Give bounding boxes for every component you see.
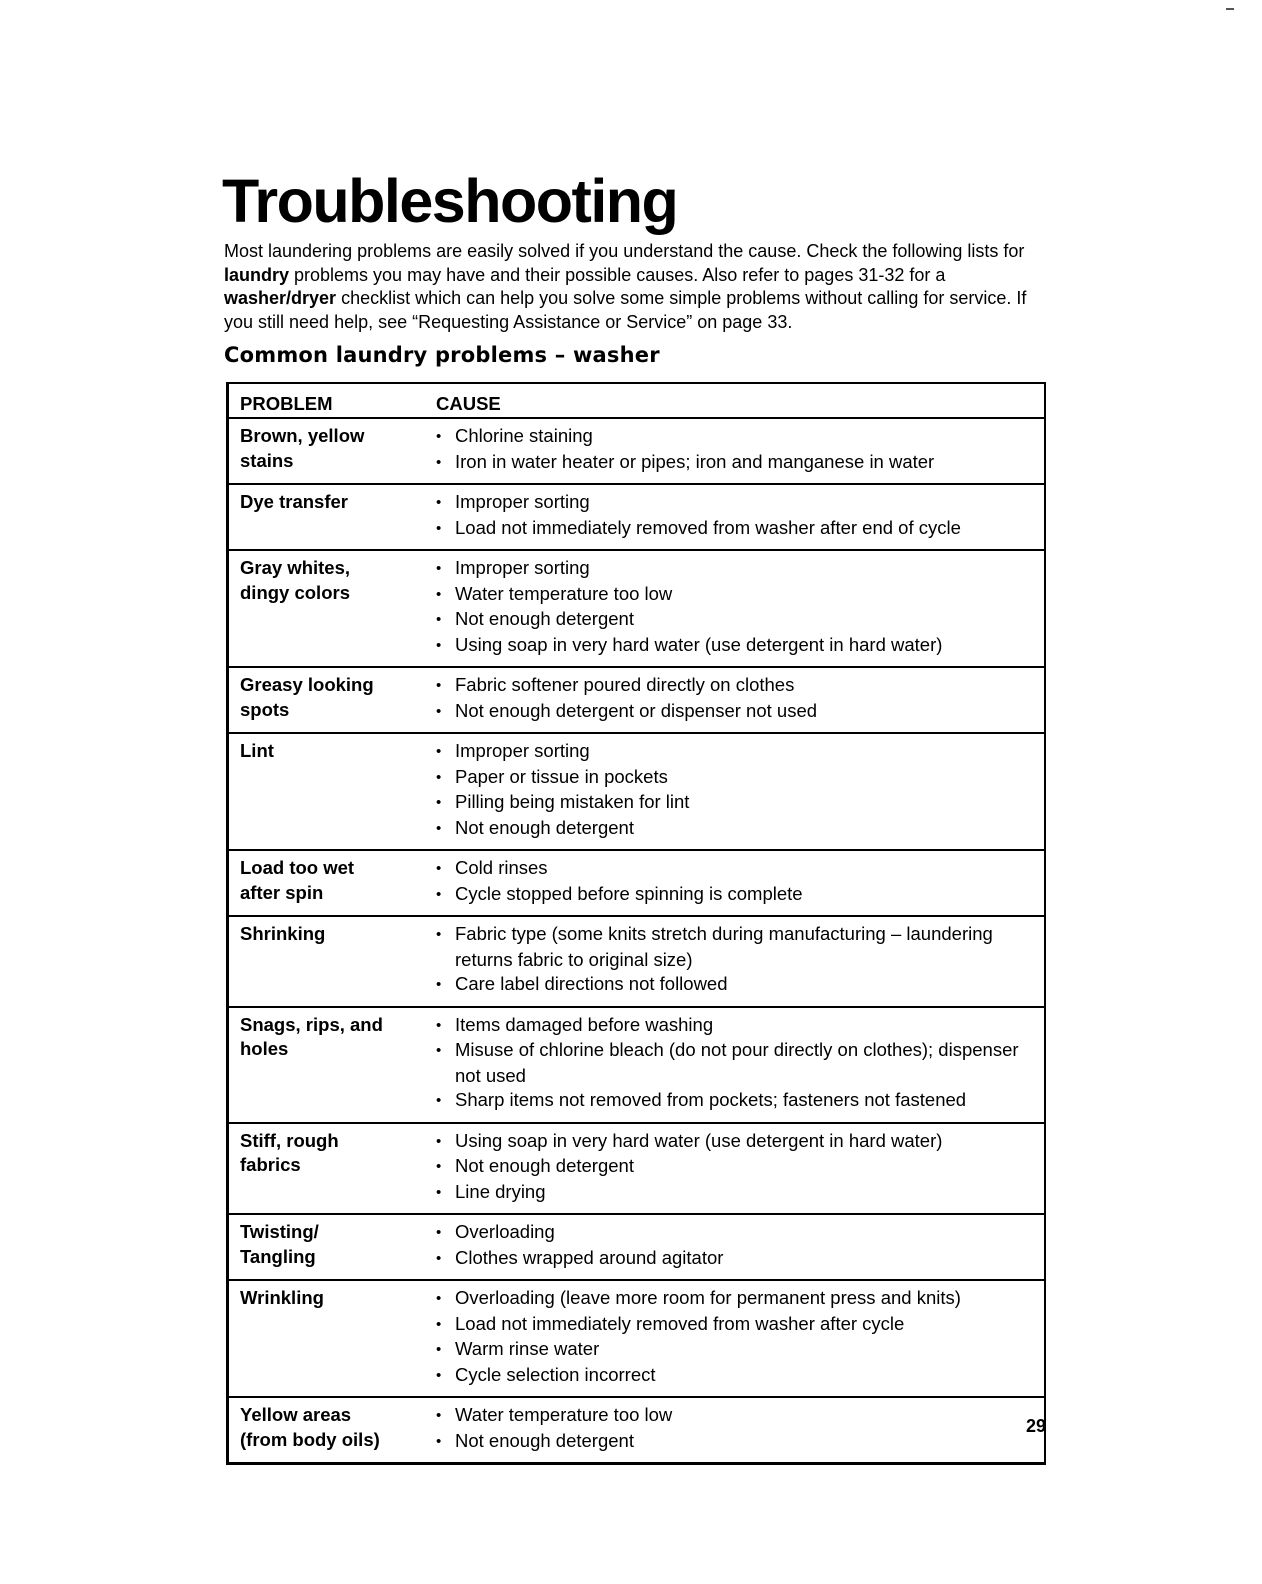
bullet-icon: • xyxy=(436,1290,442,1307)
cause-text: Not enough detergent xyxy=(455,1155,634,1176)
cause-cell xyxy=(436,1007,1045,1123)
problem-label: Twisting/ Tangling xyxy=(240,1221,319,1267)
bullet-icon: • xyxy=(436,585,442,603)
bullet-icon: • xyxy=(436,1366,442,1384)
cause-item xyxy=(436,699,1044,725)
cause-cell xyxy=(436,418,1045,484)
bullet-icon: • xyxy=(436,560,442,577)
cause-item xyxy=(436,1286,1044,1312)
problem-label: Snags, rips, and holes xyxy=(240,1013,383,1059)
cause-text: Overloading (leave more room for permanent press and knits) xyxy=(455,1287,961,1308)
table-row xyxy=(228,850,1046,916)
table-row xyxy=(228,418,1046,484)
cause-item xyxy=(436,1337,1044,1363)
cause-item xyxy=(436,1038,1044,1088)
bullet-icon: • xyxy=(436,976,442,993)
problem-cell xyxy=(228,667,437,733)
cause-text: Improper sorting xyxy=(455,557,590,578)
cause-text: Pilling being mistaken for lint xyxy=(455,791,690,812)
problem-cell xyxy=(228,484,437,550)
cause-text: Clothes wrapped around agitator xyxy=(455,1246,724,1268)
problem-label: Greasy looking spots xyxy=(240,674,374,720)
bullet-icon: • xyxy=(436,768,442,786)
cause-item xyxy=(436,450,1044,476)
bullet-icon: • xyxy=(436,677,442,694)
cause-text: Sharp items not removed from pockets; fasteners not fastened xyxy=(455,1089,967,1110)
header-cause: CAUSE xyxy=(436,393,501,414)
cause-cell xyxy=(436,916,1045,1007)
cause-list xyxy=(436,917,1044,1006)
cause-item xyxy=(436,739,1044,765)
cause-list xyxy=(436,1008,1044,1122)
cause-text: Care label directions not followed xyxy=(455,973,728,994)
problem-label: Load too wet after spin xyxy=(240,857,355,903)
cause-item xyxy=(436,972,1044,998)
table-row xyxy=(228,667,1046,733)
table-body xyxy=(228,418,1046,1464)
intro-paragraph xyxy=(224,240,1046,334)
bullet-icon: • xyxy=(436,1016,442,1034)
cause-item xyxy=(436,1246,1044,1272)
cause-cell xyxy=(436,1123,1045,1215)
bullet-icon: • xyxy=(436,636,442,654)
cause-list xyxy=(436,851,1044,915)
cause-item xyxy=(436,607,1044,633)
table-row xyxy=(228,1007,1046,1123)
bullet-icon: • xyxy=(436,1407,442,1424)
cause-item xyxy=(436,1312,1044,1338)
cause-item xyxy=(436,556,1044,582)
cause-text: Not enough detergent xyxy=(455,1429,634,1451)
bullet-icon: • xyxy=(436,519,442,537)
problem-cell xyxy=(228,418,437,484)
problem-label: Gray whites, dingy colors xyxy=(240,557,351,603)
cause-text: Items damaged before washing xyxy=(455,1013,714,1035)
cause-item xyxy=(436,582,1044,608)
cause-item xyxy=(436,1180,1044,1206)
intro-bold-laundry: laundry xyxy=(224,264,290,285)
cause-item xyxy=(436,765,1044,791)
cause-text: Cycle stopped before spinning is complete xyxy=(455,882,803,904)
problem-cell xyxy=(228,733,437,850)
cause-item xyxy=(436,1363,1044,1389)
cause-item xyxy=(436,1013,1044,1039)
bullet-icon: • xyxy=(436,885,442,903)
section-title: Common laundry problems – washer xyxy=(224,343,660,367)
bullet-icon: • xyxy=(436,1341,442,1358)
cause-list xyxy=(436,668,1044,732)
cause-text: Chlorine staining xyxy=(455,425,593,446)
problem-cell xyxy=(228,550,437,667)
table-row xyxy=(228,550,1046,667)
cause-text: Iron in water heater or pipes; iron and manganese in water xyxy=(455,450,935,472)
cause-item xyxy=(436,922,1044,972)
cause-text: Improper sorting xyxy=(455,491,590,512)
bullet-icon: • xyxy=(436,794,442,811)
intro-bold-washer-dryer: washer/dryer xyxy=(224,288,337,308)
bullet-icon: • xyxy=(436,1432,442,1450)
problem-cell xyxy=(228,1007,437,1123)
problem-label: Brown, yellow stains xyxy=(240,425,365,471)
cause-item xyxy=(436,673,1044,699)
table-row xyxy=(228,1280,1046,1397)
cause-item xyxy=(436,1403,1044,1429)
bullet-icon: • xyxy=(436,819,442,837)
problem-label: Shrinking xyxy=(240,923,326,944)
cause-list xyxy=(436,1281,1044,1396)
cause-text: Warm rinse water xyxy=(455,1338,600,1359)
problem-cell xyxy=(228,1214,437,1280)
problem-cell xyxy=(228,1123,437,1215)
bullet-icon: • xyxy=(436,1183,442,1201)
problem-cell xyxy=(228,916,437,1007)
bullet-icon: • xyxy=(436,926,442,943)
scan-mark-top-right xyxy=(1226,8,1234,10)
cause-text: Not enough detergent xyxy=(455,816,634,838)
cause-text: Line drying xyxy=(455,1180,546,1202)
cause-cell xyxy=(436,550,1045,667)
problem-label: Yellow areas (from body oils) xyxy=(240,1404,380,1450)
cause-text: Paper or tissue in pockets xyxy=(455,765,668,787)
bullet-icon: • xyxy=(436,1315,442,1333)
cause-text: Water temperature too low xyxy=(455,582,673,604)
problem-label: Lint xyxy=(240,740,274,761)
cause-list xyxy=(436,1398,1044,1462)
header-problem: PROBLEM xyxy=(240,393,333,414)
table-row xyxy=(228,1214,1046,1280)
table-row xyxy=(228,733,1046,850)
table-row xyxy=(228,1123,1046,1215)
cause-cell xyxy=(436,1280,1045,1397)
cause-text: Load not immediately removed from washer after cycle xyxy=(455,1312,905,1334)
cause-text: Load not immediately removed from washer after end of cycle xyxy=(455,516,961,538)
cause-text: Cold rinses xyxy=(455,857,548,878)
bullet-icon: • xyxy=(436,611,442,628)
cause-item xyxy=(436,882,1044,908)
bullet-icon: • xyxy=(436,1224,442,1241)
bullet-icon: • xyxy=(436,1042,442,1059)
cause-text: Fabric softener poured directly on clothes xyxy=(455,674,795,695)
problem-cell xyxy=(228,1280,437,1397)
cause-cell xyxy=(436,1397,1045,1464)
cause-item xyxy=(436,790,1044,816)
cause-item xyxy=(436,516,1044,542)
cause-cell xyxy=(436,733,1045,850)
cause-list xyxy=(436,1124,1044,1214)
problem-label: Wrinkling xyxy=(240,1287,324,1308)
intro-text-3: checklist which can help you solve some simple problems without calling for service. If you still need help, see “Requesting Assistance or Service” on page 33. xyxy=(224,288,1027,332)
cause-text: Cycle selection incorrect xyxy=(455,1363,656,1385)
cause-text: Misuse of chlorine bleach (do not pour directly on clothes); dispenser not used xyxy=(455,1039,1019,1086)
page-content xyxy=(224,168,1046,368)
cause-item xyxy=(436,856,1044,882)
problem-cell xyxy=(228,1397,437,1464)
cause-text: Using soap in very hard water (use detergent in hard water) xyxy=(455,633,943,655)
page-title: Troubleshooting xyxy=(222,167,678,235)
bullet-icon: • xyxy=(436,1092,442,1109)
cause-item xyxy=(436,490,1044,516)
cause-item xyxy=(436,1154,1044,1180)
problems-table xyxy=(226,382,1046,1465)
page-number: 29 xyxy=(1025,1416,1046,1436)
table-header-row xyxy=(228,383,1046,418)
table-row xyxy=(228,484,1046,550)
cause-text: Overloading xyxy=(455,1221,555,1242)
problem-label: Dye transfer xyxy=(240,491,348,512)
problem-label: Stiff, rough fabrics xyxy=(240,1129,339,1175)
bullet-icon: • xyxy=(436,860,442,877)
cause-item xyxy=(436,1220,1044,1246)
intro-text-2: problems you may have and their possible causes. Also refer to pages 31-32 for a xyxy=(289,264,946,285)
cause-cell xyxy=(436,484,1045,550)
cause-list xyxy=(436,551,1044,666)
cause-text: Not enough detergent xyxy=(455,608,634,629)
bullet-icon: • xyxy=(436,702,442,720)
cause-cell xyxy=(436,667,1045,733)
bullet-icon: • xyxy=(436,1249,442,1267)
table-row xyxy=(228,1397,1046,1464)
bullet-icon: • xyxy=(436,1132,442,1150)
cause-list xyxy=(436,734,1044,849)
cause-text: Using soap in very hard water (use detergent in hard water) xyxy=(455,1129,943,1151)
cause-item xyxy=(436,1429,1044,1455)
bullet-icon: • xyxy=(436,494,442,511)
cause-item xyxy=(436,1129,1044,1155)
cause-item xyxy=(436,816,1044,842)
cause-item xyxy=(436,633,1044,659)
cause-list xyxy=(436,419,1044,483)
cause-cell xyxy=(436,850,1045,916)
cause-item xyxy=(436,1088,1044,1114)
cause-text: Water temperature too low xyxy=(455,1404,673,1425)
cause-text: Improper sorting xyxy=(455,740,590,761)
cause-list xyxy=(436,1215,1044,1279)
cause-list xyxy=(436,485,1044,549)
problem-cell xyxy=(228,850,437,916)
bullet-icon: • xyxy=(436,743,442,760)
cause-text: Not enough detergent or dispenser not used xyxy=(455,699,818,721)
bullet-icon: • xyxy=(436,428,442,445)
cause-item xyxy=(436,424,1044,450)
bullet-icon: • xyxy=(436,1158,442,1175)
intro-text-1: Most laundering problems are easily solved if you understand the cause. Check the following lists for xyxy=(224,241,1025,261)
bullet-icon: • xyxy=(436,453,442,471)
cause-cell xyxy=(436,1214,1045,1280)
cause-text: Fabric type (some knits stretch during manufacturing – laundering returns fabric to original size) xyxy=(455,923,993,970)
table-row xyxy=(228,916,1046,1007)
